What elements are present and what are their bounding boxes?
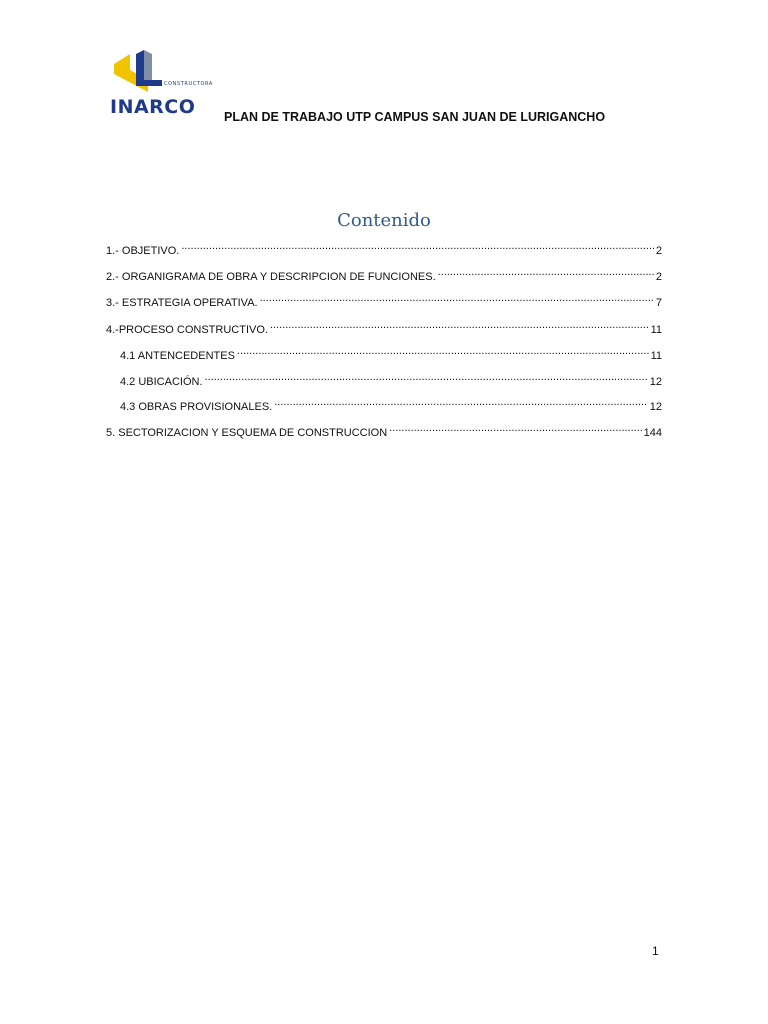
logo-subtitle: CONSTRUCTORA bbox=[164, 81, 213, 87]
inarco-logo bbox=[108, 50, 220, 120]
toc-entry-page: 11 bbox=[650, 350, 662, 362]
toc-entry-label: 1.- OBJETIVO. bbox=[106, 245, 180, 257]
toc-dot-leader bbox=[438, 264, 654, 280]
document-title: PLAN DE TRABAJO UTP CAMPUS SAN JUAN DE LURIGANCHO bbox=[224, 110, 606, 124]
toc-dot-leader bbox=[237, 343, 649, 359]
toc-entry-organigrama[interactable] bbox=[106, 264, 662, 283]
toc-entry-estrategia[interactable] bbox=[106, 290, 662, 309]
toc-entry-label: 3.- ESTRATEGIA OPERATIVA. bbox=[106, 297, 258, 309]
toc-entry-ubicacion[interactable] bbox=[120, 369, 662, 388]
page-header bbox=[108, 50, 668, 130]
toc-heading: Contenido bbox=[337, 210, 431, 231]
page-number: 1 bbox=[652, 944, 659, 958]
toc-entry-page: 2 bbox=[655, 245, 662, 257]
toc-entry-label: 4.3 OBRAS PROVISIONALES. bbox=[120, 401, 273, 413]
toc-dot-leader bbox=[274, 394, 648, 410]
toc-dot-leader bbox=[260, 290, 654, 306]
toc-entry-page: 144 bbox=[643, 427, 662, 439]
toc-entry-label: 2.- ORGANIGRAMA DE OBRA Y DESCRIPCION DE FUNCIONES. bbox=[106, 271, 436, 283]
toc-dot-leader bbox=[389, 420, 641, 436]
toc-entry-label: 4.1 ANTENCEDENTES bbox=[120, 350, 235, 362]
toc-entry-sectorizacion[interactable] bbox=[106, 420, 662, 439]
toc-dot-leader bbox=[270, 317, 649, 333]
toc-entry-obras-provisionales[interactable] bbox=[120, 394, 662, 413]
toc-dot-leader bbox=[205, 369, 648, 385]
toc-entry-page: 11 bbox=[650, 324, 662, 336]
toc-entry-label: 4.2 UBICACIÓN. bbox=[120, 376, 203, 388]
toc-entry-page: 12 bbox=[649, 401, 662, 413]
inarco-logo-mark-icon bbox=[108, 50, 220, 98]
toc-entry-objetivo[interactable] bbox=[106, 238, 662, 257]
toc-entry-proceso[interactable] bbox=[106, 317, 662, 336]
toc-entry-page: 7 bbox=[655, 297, 662, 309]
toc-entry-page: 2 bbox=[655, 271, 662, 283]
toc-entry-antecedentes[interactable] bbox=[120, 343, 662, 362]
logo-wordmark: INARCO bbox=[110, 96, 196, 118]
toc-entry-label: 4.-PROCESO CONSTRUCTIVO. bbox=[106, 324, 268, 336]
toc-dot-leader bbox=[181, 238, 654, 254]
toc-entry-label: 5. SECTORIZACION Y ESQUEMA DE CONSTRUCCION bbox=[106, 427, 388, 439]
toc-entry-page: 12 bbox=[649, 376, 662, 388]
